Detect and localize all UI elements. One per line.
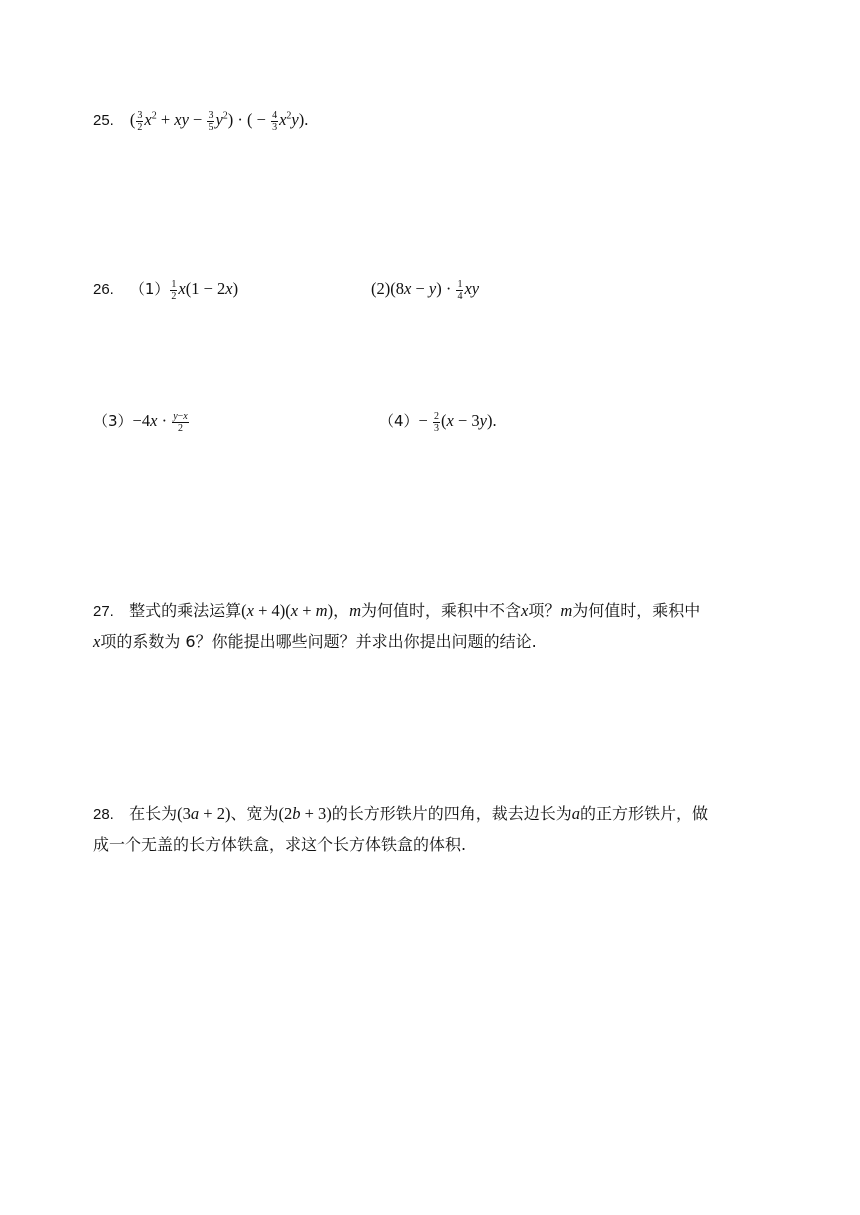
question-25	[93, 107, 308, 134]
expression-3: −4x · $\frac{y-x}{2}$	[132, 410, 188, 434]
question-26-part-2	[371, 276, 479, 303]
q28-text-4: 的正方形铁片，做	[580, 804, 709, 823]
question-number: 25.	[93, 112, 114, 129]
question-number: 28.	[93, 806, 114, 823]
expression: ( $\frac{3}{2}$ $x^2$ + xy − $\frac{3}{5}$ $y^2$) · ( − $\frac{4}{3}$ $x^2y$).	[129, 109, 309, 133]
q27-text-4: 项？	[528, 601, 561, 620]
q28-text-3: 的长方形铁片的四角，裁去边长为	[331, 804, 572, 823]
q28-length-expression: (3a + 2)	[177, 804, 231, 823]
expression-4: − $\frac{2}{3}$ (x − 3y).	[418, 410, 497, 434]
question-26-part-3	[93, 408, 190, 435]
question-28: 28. 在长为(3a + 2)、宽为(2b + 3)的长方形铁片的四角，裁去边长为a的正方形铁片，做 成一个无盖的长方体铁盒，求这个长方体铁盒的体积.	[93, 804, 709, 854]
part-label-3: （3）	[93, 412, 133, 430]
q27-text-3: 为何值时，乘积中不含	[361, 601, 522, 620]
q28-text-2: 、宽为	[230, 804, 279, 823]
part-label-1: （1）	[129, 280, 170, 298]
expression-2: (8x − y) · $\frac{1}{4}$ xy	[390, 278, 480, 302]
part-label-2: (2)	[371, 279, 391, 298]
question-number: 26.	[93, 281, 114, 298]
expression-1: $\frac{1}{2}$ x(1 − 2x)	[171, 278, 239, 302]
q27-text-6: 项的系数为 6？你能提出哪些问题？并求出你提出问题的结论.	[100, 632, 537, 651]
q28-width-expression: (2b + 3)	[278, 804, 332, 823]
q27-text-1: 整式的乘法运算	[129, 601, 242, 620]
q28-text-5: 成一个无盖的长方体铁盒，求这个长方体铁盒的体积.	[93, 835, 467, 854]
q27-expression: (x + 4)(x + m)	[241, 601, 334, 620]
question-26	[93, 276, 238, 303]
question-26-part-4	[379, 408, 497, 435]
part-label-4: （4）	[379, 412, 419, 430]
q27-text-5: 为何值时，乘积中	[572, 601, 701, 620]
q27-text-2: ，	[333, 601, 350, 620]
question-27: 27. 整式的乘法运算(x + 4)(x + m)，m为何值时，乘积中不含x项？m为何值时，乘积中 x项的系数为 6？你能提出哪些问题？并求出你提出问题的结论.	[93, 601, 701, 651]
question-number: 27.	[93, 603, 114, 620]
q28-text-1: 在长为	[129, 804, 178, 823]
